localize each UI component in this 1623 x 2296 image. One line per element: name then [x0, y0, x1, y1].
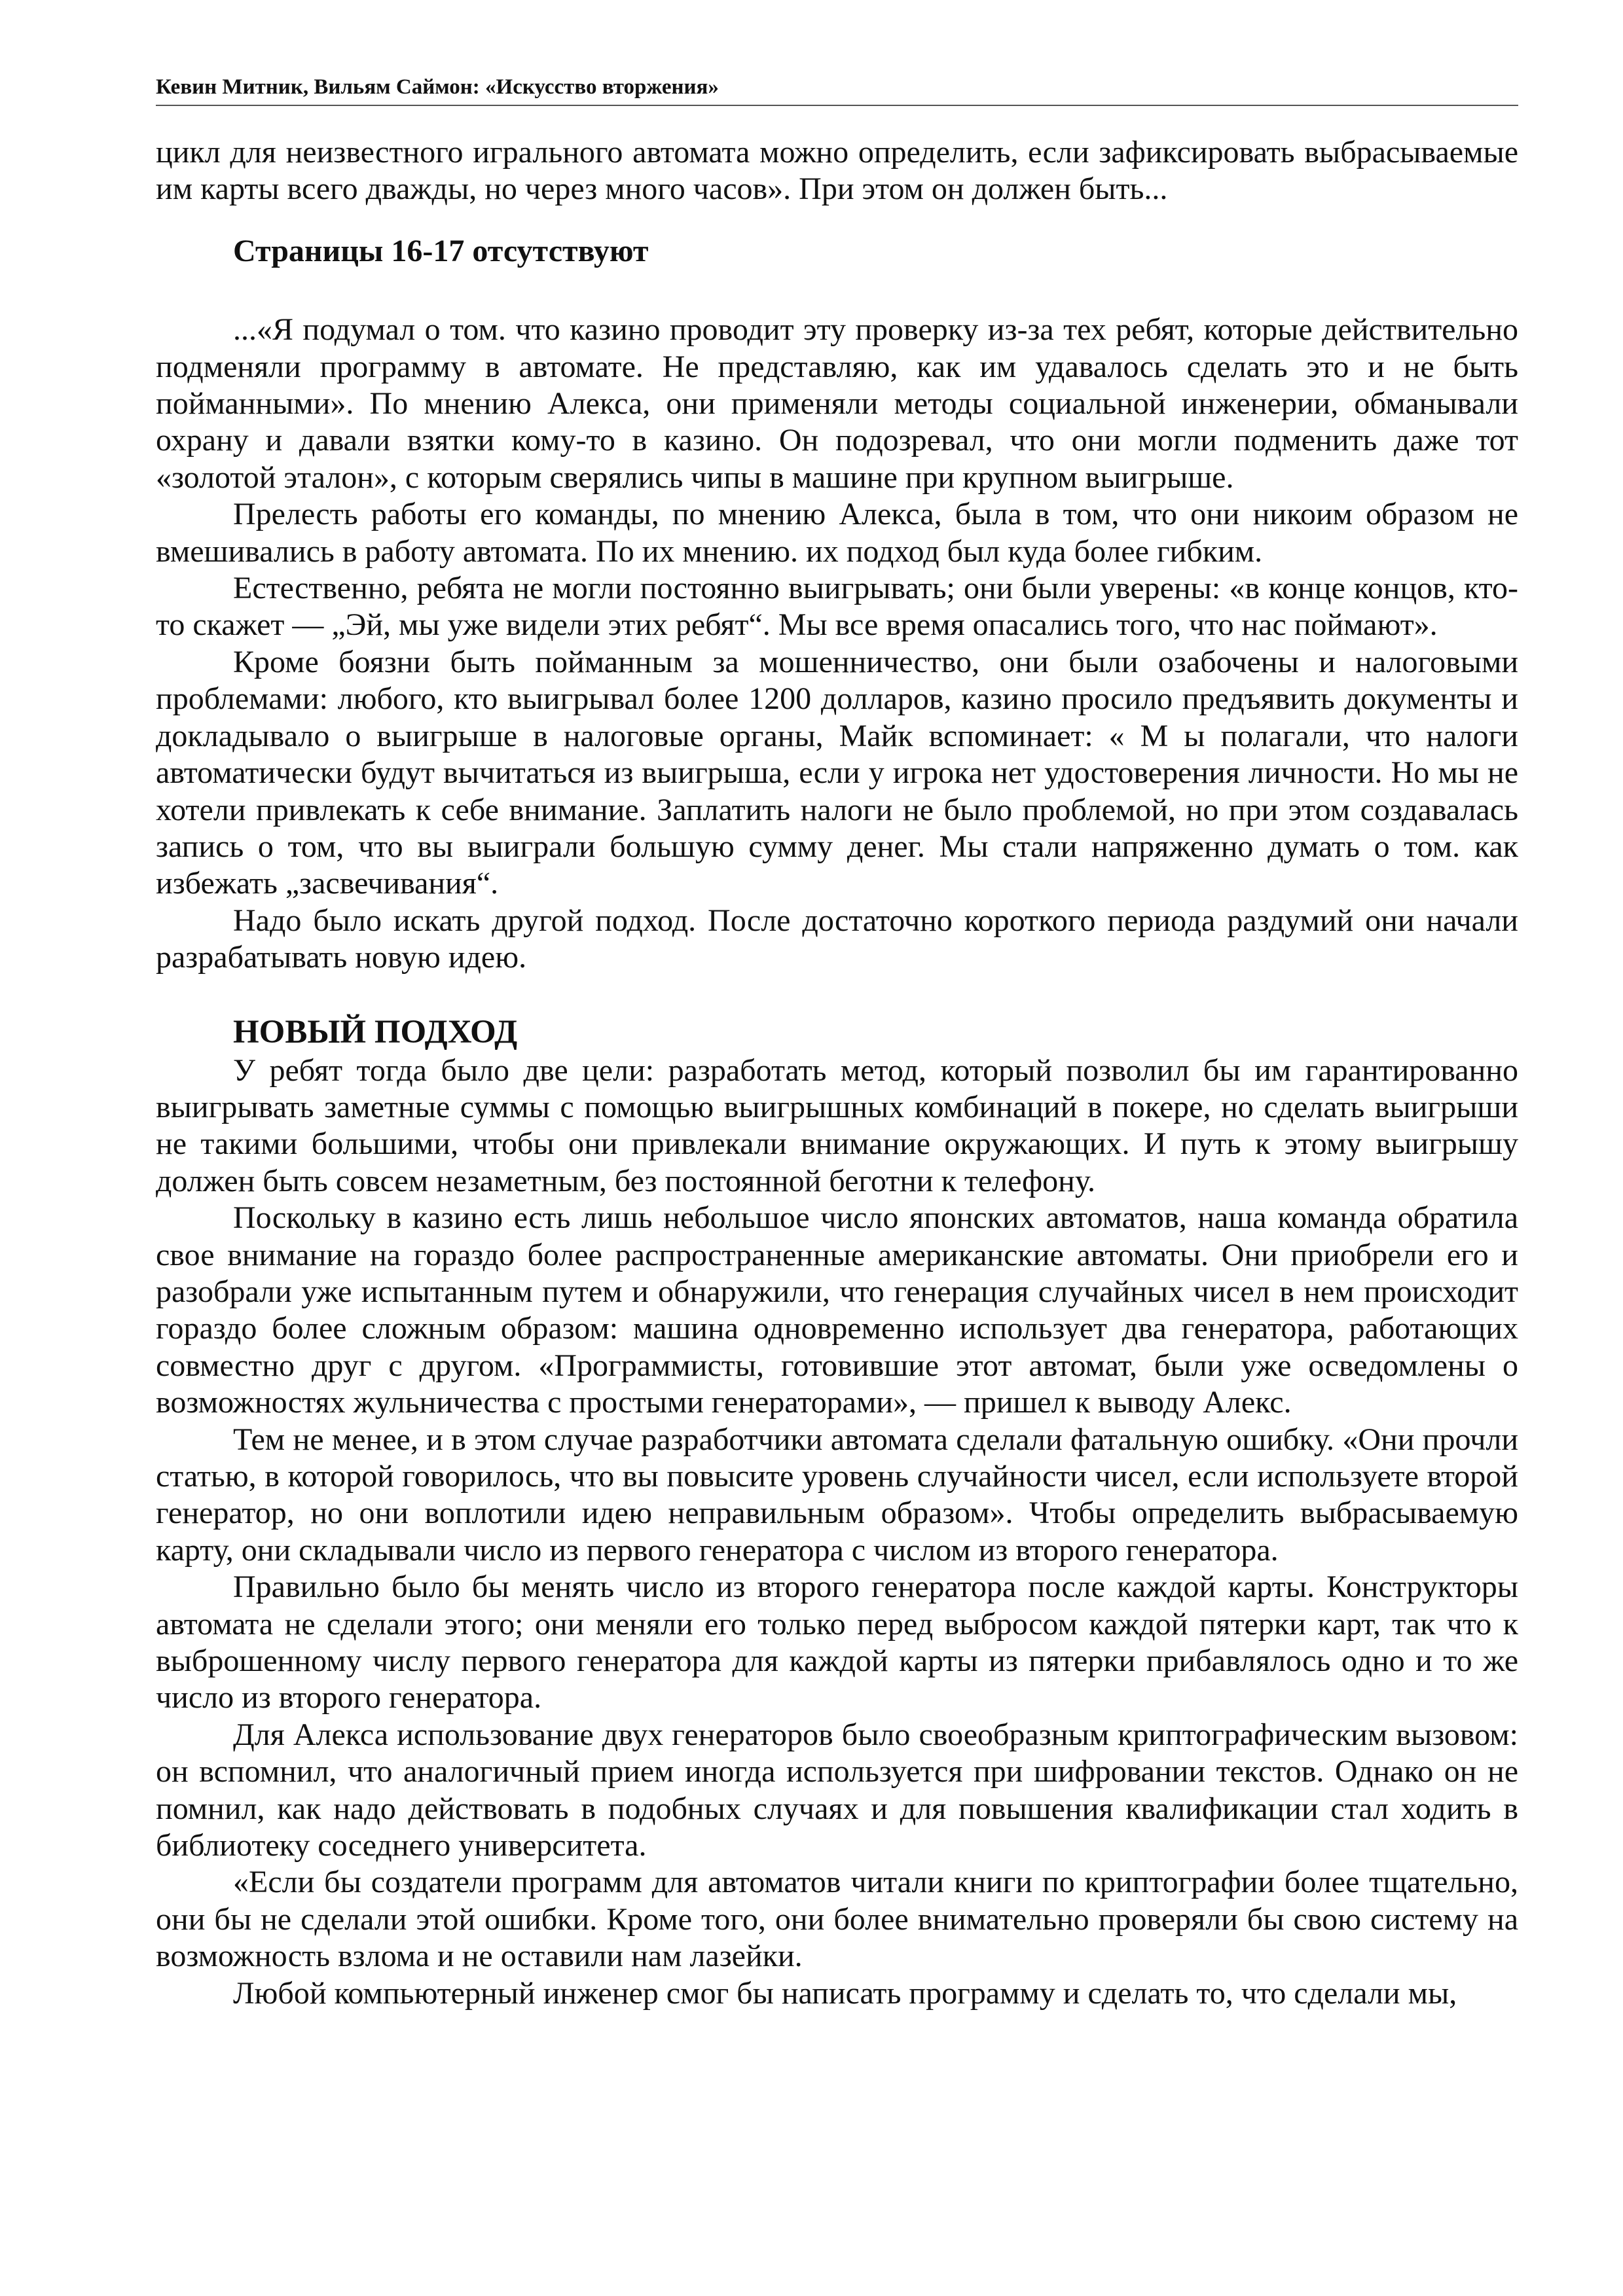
paragraph: Любой компьютерный инженер смог бы написать программу и сделать то, что сделали мы,	[233, 1975, 1457, 2011]
paragraph: Естественно, ребята не могли постоянно выигрывать; они были уверены: «в конце концов, кто-то скажет — „Эй, мы уже видели этих ребят“. Мы все время опасались того, что нас поймают».	[156, 571, 1518, 643]
section-heading: НОВЫЙ ПОДХОД	[233, 1013, 518, 1050]
header-divider	[156, 105, 1518, 106]
page-header: Кевин Митник, Вильям Саймон: «Искусство вторжения»	[156, 75, 719, 99]
paragraph: Для Алекса использование двух генераторов было своеобразным криптографическим вызовом: он вспомнил, что аналогичный прием иногда используется при шифровании текстов. Однако он не помнил, как надо действовать в подобных случаях и для повышения квалификации стал ходить в библиотеку соседнего университета.	[156, 1717, 1518, 1863]
missing-pages-note: Страницы 16-17 отсутствуют	[233, 233, 649, 268]
paragraph: Правильно было бы менять число из второго генератора после каждой карты. Конструкторы автомата не сделали этого; они меняли его только перед выбросом каждой пятерки карт, так что к выброшенному числу первого генератора для каждой карты из пятерки прибавлялось одно и то же число из второго генератора.	[156, 1570, 1518, 1715]
paragraph: Надо было искать другой подход. После достаточно короткого периода раздумий они начали разрабатывать новую идею.	[156, 903, 1518, 975]
paragraph-continuation: цикл для неизвестного игрального автомата можно определить, если зафиксировать выбрасываемые им карты всего дважды, но через много часов». При этом он должен быть...	[156, 135, 1518, 207]
paragraph: Кроме боязни быть пойманным за мошенничество, они были озабочены и налоговыми проблемами: любого, кто выигрывал более 1200 долларов, казино просило предъявить документы и докладывало о выигрыше в налоговые органы, Майк вспоминает: « М ы полагали, что налоги автоматически будут вычитаться из выигрыша, если у игрока нет удостоверения личности. Но мы не хотели привлекать к себе внимание. Заплатить налоги не было проблемой, но при этом создавалась запись о том, что вы выиграли большую сумму денег. Мы стали напряженно думать о том. как избежать „засвечивания“.	[156, 644, 1518, 901]
document-body	[156, 134, 1518, 2012]
paragraph: Прелесть работы его команды, по мнению Алекса, была в том, что они никоим образом не вмешивались в работу автомата. По их мнению. их подход был куда более гибким.	[156, 497, 1518, 569]
paragraph: Тем не менее, и в этом случае разработчики автомата сделали фатальную ошибку. «Они прочли статью, в которой говорилось, что вы повысите уровень случайности чисел, если используете второй генератор, но они воплотили идею неправильным образом». Чтобы определить выбрасываемую карту, они складывали число из первого генератора с числом из второго генератора.	[156, 1422, 1518, 1568]
paragraph: У ребят тогда было две цели: разработать метод, который позволил бы им гарантированно выигрывать заметные суммы с помощью выигрышных комбинаций в покере, но сделать выигрыши не такими большими, чтобы они привлекали внимание окружающих. И путь к этому выигрышу должен быть совсем незаметным, без постоянной беготни к телефону.	[156, 1052, 1518, 1198]
paragraph: «Если бы создатели программ для автоматов читали книги по криптографии более тщательно, они бы не сделали этой ошибки. Кроме того, они более внимательно проверяли бы свою систему на возможность взлома и не оставили нам лазейки.	[156, 1865, 1518, 1974]
paragraph: ...«Я подумал о том. что казино проводит эту проверку из-за тех ребят, которые действительно подменяли программу в автомате. Не представляю, как им удавалось сделать это и не быть пойманными». По мнению Алекса, они применяли методы социальной инженерии, обманывали охрану и давали взятки кому-то в казино. Он подозревал, что они могли подменить даже тот «золотой эталон», с которым сверялись чипы в машине при крупном выигрыше.	[156, 312, 1518, 495]
paragraph: Поскольку в казино есть лишь небольшое число японских автоматов, наша команда обратила свое внимание на гораздо более распространенные американские автоматы. Они приобрели его и разобрали уже испытанным путем и обнаружили, что генерация случайных чисел в нем происходит гораздо более сложным образом: машина одновременно использует два генератора, работающих совместно друг с другом. «Программисты, готовившие этот автомат, были уже осведомлены о возможностях жульничества с простыми генераторами», — пришел к выводу Алекс.	[156, 1200, 1518, 1420]
